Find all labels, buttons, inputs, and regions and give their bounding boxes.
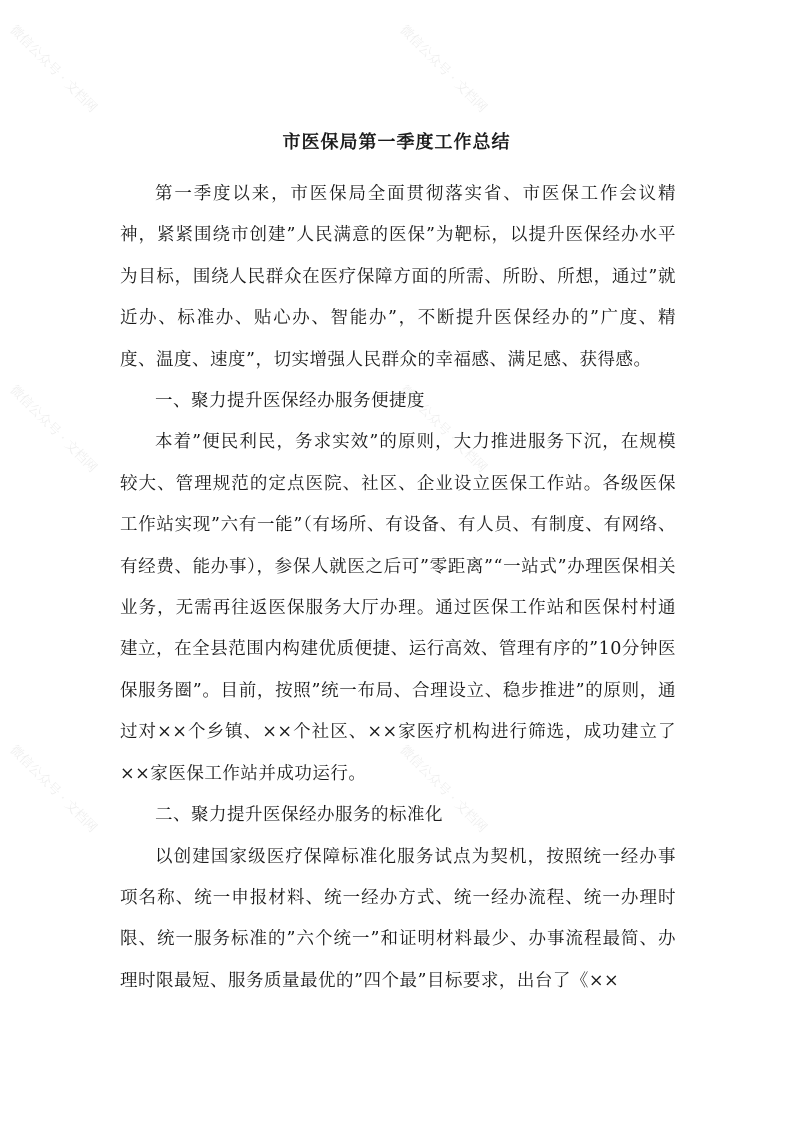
watermark-text: 微信公众号 · 文档网 (396, 22, 490, 116)
section-2-paragraph: 以创建国家级医疗保障标准化服务试点为契机，按照统一经办事项名称、统一申报材料、统一经办方式、统一经办流程、统一办理时限、统一服务标准的”六个统一”和证明材料最少、办事流程最简、办理时限最短、服务质量最优的”四个最”目标要求，出台了《×× (120, 846, 676, 991)
watermark-text: 微信公众号 · 文档网 (396, 382, 490, 476)
watermark-text: 微信公众号 · 文档网 (6, 382, 100, 476)
document-body (120, 174, 676, 1002)
section-heading-1: 一、聚力提升医保经办服务便捷度 (155, 391, 425, 412)
section-1-paragraph: 本着”便民利民，务求实效”的原则，大力推进服务下沉，在规模较大、管理规范的定点医院、社区、企业设立医保工作站。各级医保工作站实现”六有一能”（有场所、有设备、有人员、有制度、有网络、有经费、能办事），参保人就医之后可”零距离”“一站式”办理医保相关业务，无需再往返医保服务大厅办理。通过医保工作站和医保村村通建立，在全县范围内构建优质便捷、运行高效、管理有序的”10分钟医保服务圈”。目前，按照”统一布局、合理设立、稳步推进”的原则，通过对××个乡镇、××个社区、××家医疗机构进行筛选，成功建立了××家医保工作站并成功运行。 (120, 432, 676, 784)
section-heading-2: 二、聚力提升医保经办服务的标准化 (155, 805, 443, 826)
document-title: 市医保局第一季度工作总结 (282, 132, 511, 153)
intro-paragraph: 第一季度以来，市医保局全面贯彻落实省、市医保工作会议精神，紧紧围绕市创建”人民满意的医保”为靶标，以提升医保经办水平为目标，围绕人民群众在医疗保障方面的所需、所盼、所想，通过”就近办、标准办、贴心办、智能办”，不断提升医保经办的”广度、精度、温度、速度”，切实增强人民群众的幸福感、满足感、获得感。 (120, 184, 676, 370)
watermark-text: 微信公众号 · 文档网 (396, 742, 490, 836)
watermark-text: 微信公众号 · 文档网 (6, 22, 100, 116)
watermark-text: 微信公众号 · 文档网 (6, 742, 100, 836)
